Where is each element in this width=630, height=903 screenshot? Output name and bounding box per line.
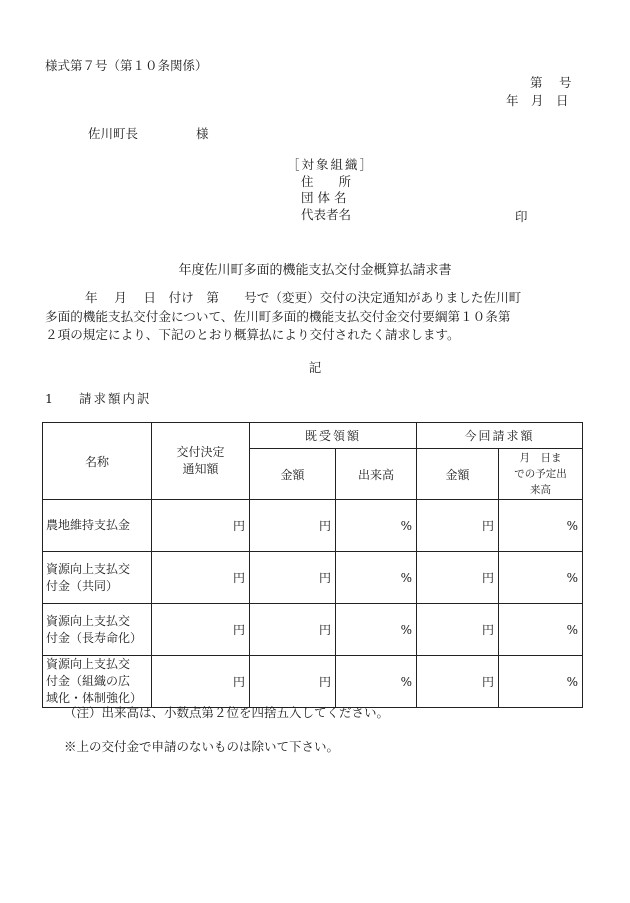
row-name bbox=[43, 500, 152, 552]
header-decided-amount bbox=[152, 423, 250, 500]
body-line-2: 多面的機能支払交付金について、佐川町多面的機能支払交付金交付要綱第１０条第 bbox=[45, 308, 511, 324]
header-received-progress: 出来高 bbox=[336, 449, 417, 500]
header-decided-line2: 通知額 bbox=[182, 462, 219, 476]
applicant-heading: ［対象組織］ bbox=[287, 157, 375, 172]
table-row bbox=[43, 656, 583, 708]
section-heading bbox=[45, 389, 151, 407]
cell-decided: 円 bbox=[152, 656, 250, 708]
row-name bbox=[43, 656, 152, 708]
header-planned-line2: での予定出 bbox=[514, 468, 567, 480]
section-title: 請求額内訳 bbox=[78, 391, 152, 406]
request-breakdown-table bbox=[42, 422, 583, 708]
addressee bbox=[88, 124, 209, 142]
table-row bbox=[43, 604, 583, 656]
cell-received-progress: % bbox=[336, 552, 417, 604]
cell-planned-progress: % bbox=[499, 552, 583, 604]
row-name-line3: 域化・体制強化） bbox=[46, 691, 143, 705]
section-number: 1 bbox=[45, 391, 53, 406]
ki-heading: 記 bbox=[308, 360, 322, 375]
cell-planned-progress: % bbox=[499, 500, 583, 552]
cell-received-amount: 円 bbox=[250, 656, 336, 708]
header-current-request: 今回請求額 bbox=[417, 423, 583, 449]
organization-label: 団 体 名 bbox=[301, 190, 347, 205]
cell-current-amount: 円 bbox=[417, 500, 499, 552]
representative-label: 代表者名 bbox=[301, 206, 352, 222]
row-name-line1: 農地維持支払金 bbox=[46, 518, 131, 532]
document-date: 年 月 日 bbox=[506, 93, 569, 108]
addressee-honorific: 様 bbox=[196, 126, 209, 141]
header-received-amount: 金額 bbox=[250, 449, 336, 500]
document-title: 年度佐川町多面的機能支払交付金概算払請求書 bbox=[178, 263, 452, 278]
table-row bbox=[43, 500, 583, 552]
row-name-line2: 付金（組織の広 bbox=[46, 674, 131, 688]
header-planned-line3: 来高 bbox=[530, 484, 552, 496]
document-number: 第 号 bbox=[530, 75, 572, 90]
row-name-line1: 資源向上支払交 bbox=[46, 561, 131, 576]
cell-decided: 円 bbox=[152, 500, 250, 552]
cell-planned-progress: % bbox=[499, 604, 583, 656]
seal-mark: 印 bbox=[515, 209, 528, 224]
header-decided-line1: 交付決定 bbox=[176, 445, 225, 459]
form-number: 様式第７号（第１０条関係） bbox=[45, 58, 208, 73]
exclusion-note: ※上の交付金で申請のないものは除いて下さい。 bbox=[64, 739, 340, 754]
header-planned-progress bbox=[499, 449, 583, 500]
cell-current-amount: 円 bbox=[417, 552, 499, 604]
row-name bbox=[43, 604, 152, 656]
header-current-amount: 金額 bbox=[417, 449, 499, 500]
cell-current-amount: 円 bbox=[417, 656, 499, 708]
body-line-1: 年 月 日 付け 第 号で（変更）交付の決定通知がありました佐川町 bbox=[85, 290, 522, 305]
cell-planned-progress: % bbox=[499, 656, 583, 708]
cell-received-amount: 円 bbox=[250, 500, 336, 552]
addressee-name: 佐川町長 bbox=[88, 126, 139, 141]
row-name-line1: 資源向上支払交 bbox=[46, 613, 131, 628]
body-line-3: ２項の規定により、下記のとおり概算払により交付されたく請求します。 bbox=[45, 327, 460, 342]
cell-received-progress: % bbox=[336, 500, 417, 552]
rounding-note: （注）出来高は、小数点第２位を四捨五入してください。 bbox=[64, 705, 390, 720]
header-planned-line1: 月 日ま bbox=[519, 452, 562, 464]
cell-received-amount: 円 bbox=[250, 604, 336, 656]
cell-received-progress: % bbox=[336, 604, 417, 656]
table-row bbox=[43, 552, 583, 604]
request-body bbox=[45, 289, 585, 345]
cell-received-progress: % bbox=[336, 656, 417, 708]
cell-received-amount: 円 bbox=[250, 552, 336, 604]
applicant-block bbox=[287, 157, 374, 223]
row-name bbox=[43, 552, 152, 604]
row-name-line2: 付金（共同） bbox=[46, 578, 119, 593]
cell-current-amount: 円 bbox=[417, 604, 499, 656]
row-name-line2: 付金（長寿命化） bbox=[46, 630, 143, 645]
header-received: 既受領額 bbox=[250, 423, 417, 449]
cell-decided: 円 bbox=[152, 604, 250, 656]
row-name-line1: 資源向上支払交 bbox=[46, 657, 131, 671]
address-label: 住 所 bbox=[301, 173, 352, 189]
cell-decided: 円 bbox=[152, 552, 250, 604]
header-name: 名称 bbox=[43, 423, 152, 500]
